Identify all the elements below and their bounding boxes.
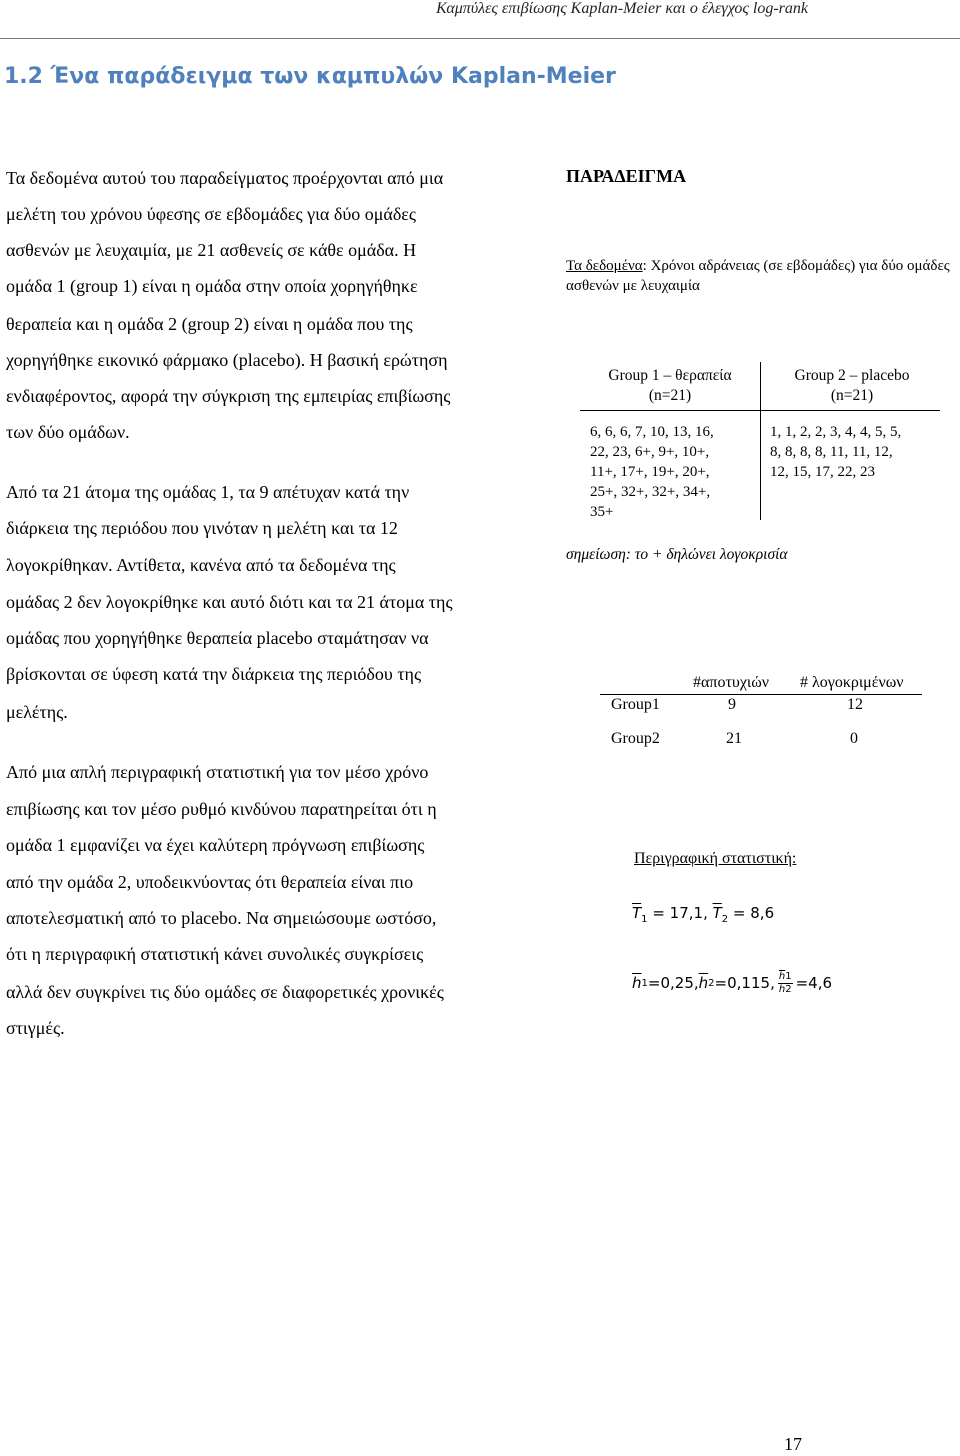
hazard-rate-formula: [632, 966, 832, 1000]
table2-row-label: Group1: [611, 696, 660, 713]
subscript-2: 2: [785, 983, 792, 995]
table2-rule: [600, 694, 922, 695]
subscript-1: 1: [785, 970, 792, 982]
p1-line-1: Τα δεδομένα αυτού του παραδείγματος προέρχονται από μια: [6, 168, 444, 188]
group1-header-line-1: Group 1 – θεραπεία: [608, 367, 732, 384]
fraction-denominator: [779, 984, 792, 996]
p3-line-6: ότι η περιγραφική στατιστική κάνει συνολικές συγκρίσεις: [6, 944, 424, 964]
p3-line-4: από την ομάδα 2, υποδεικνύοντας ότι θεραπεία είναι πιο: [6, 872, 414, 892]
p2-line-1: Από τα 21 άτομα της ομάδας 1, τα 9 απέτυχαν κατά την: [6, 482, 410, 502]
table2-row-label: Group2: [611, 730, 660, 747]
table2-censored: 12: [847, 696, 863, 713]
p2-line-2: διάρκεια της περιόδου που γινόταν η μελέτη και τα 12: [6, 518, 398, 538]
equals: =: [728, 904, 751, 922]
group2-data-line: 12, 15, 17, 22, 23: [770, 464, 875, 480]
p3-line-5: αποτελεσματική από το placebo. Να σημειώσουμε ωστόσο,: [6, 908, 437, 928]
equals: =: [647, 974, 661, 992]
failures-header: #αποτυχιών: [693, 674, 769, 691]
page-number: 17: [784, 1434, 802, 1454]
data-label: Τα δεδομένα: [566, 258, 643, 274]
separator: ,: [703, 904, 713, 922]
subscript-2: 2: [721, 914, 729, 925]
hazard-ratio-fraction: [778, 971, 793, 996]
p3-line-8: στιγμές.: [6, 1018, 65, 1038]
descriptive-stats-label: Περιγραφική στατιστική:: [634, 850, 797, 867]
p3-line-1: Από μια απλή περιγραφική στατιστική για τον μέσο χρόνο: [6, 762, 429, 782]
group2-header-line-1: Group 2 – placebo: [794, 367, 910, 384]
running-header: Καμπύλες επιβίωσης Kaplan-Meier και ο έλεγχος log-rank: [436, 0, 808, 17]
group1-data-line: 25+, 32+, 32+, 34+,: [590, 484, 711, 500]
data-text: : Χρόνοι αδράνειας (σε εβδομάδες) για δύο ομάδες ασθενών με λευχαιμία: [566, 258, 950, 294]
t-bar-symbol: $\overline{T}$: [712, 904, 722, 922]
ratio-value: 4,6: [808, 974, 833, 992]
table-column-divider: [760, 362, 761, 520]
p2-line-5: ομάδας που χορηγήθηκε θεραπεία placebo σταμάτησαν να: [6, 628, 429, 648]
h1-value: 0,25: [660, 974, 694, 992]
separator: ,: [693, 974, 699, 992]
p1-line-8: των δύο ομάδων.: [6, 422, 130, 442]
subscript-2: 2: [708, 977, 715, 989]
p2-line-4: ομάδας 2 δεν λογοκρίθηκε και αυτό διότι και τα 21 άτομα της: [6, 592, 453, 612]
p2-line-7: μελέτης.: [6, 702, 68, 722]
group1-data-line: 11+, 17+, 19+, 20+,: [590, 464, 710, 480]
p1-line-4: ομάδα 1 (group 1) είναι η ομάδα στην οποία χορηγήθηκε: [6, 276, 418, 296]
p1-line-7: ενδιαφέροντος, αφορά την σύγκριση της εμπειρίας επιβίωσης: [6, 386, 451, 406]
group1-data: [590, 422, 755, 522]
group2-header-line-2: (n=21): [830, 387, 874, 404]
group1-header: [580, 366, 760, 406]
p1-line-3: ασθενών με λευχαιμία, με 21 ασθενείς σε κάθε ομάδα. Η: [6, 240, 417, 260]
group2-header: [762, 366, 942, 406]
t1-value: 17,1: [669, 904, 704, 922]
equals: =: [795, 974, 809, 992]
header-rule: [0, 38, 960, 39]
fraction-numerator: [778, 971, 793, 984]
h-bar-symbol: $\overline{h}$: [778, 983, 786, 995]
group2-data-line: 1, 1, 2, 2, 3, 4, 4, 5, 5,: [770, 424, 902, 440]
t-bar-symbol: $\overline{T}$: [632, 904, 642, 922]
equals: =: [647, 904, 670, 922]
subscript-1: 1: [641, 977, 648, 989]
subscript-1: 1: [641, 914, 648, 925]
t2-value: 8,6: [750, 904, 775, 922]
h-bar-symbol: $\overline{h}$: [632, 974, 642, 992]
p3-line-3: ομάδα 1 εμφανίζει να έχει καλύτερη πρόγνωση επιβίωσης: [6, 835, 425, 855]
p1-line-5: θεραπεία και η ομάδα 2 (group 2) είναι η ομάδα που της: [6, 314, 413, 334]
censored-header: # λογοκριμένων: [800, 674, 904, 691]
group1-data-line: 22, 23, 6+, 9+, 10+,: [590, 444, 710, 460]
data-description: [566, 256, 960, 296]
p1-line-6: χορηγήθηκε εικονικό φάρμακο (placebo). Η βασική ερώτηση: [6, 350, 448, 370]
p2-line-6: βρίσκονται σε ύφεση κατά την διάρκεια της περιόδου της: [6, 664, 422, 684]
table2-failures: 9: [728, 696, 736, 713]
separator: ,: [770, 974, 775, 992]
h2-value: 0,115: [727, 974, 771, 992]
table2-failures: 21: [726, 730, 742, 747]
group1-data-line: 6, 6, 6, 7, 10, 13, 16,: [590, 424, 714, 440]
p2-line-3: λογοκρίθηκαν. Αντίθετα, κανένα από τα δεδομένα της: [6, 555, 396, 575]
p3-line-2: επιβίωσης και τον μέσο ρυθμό κινδύνου παρατηρείται ότι η: [6, 799, 437, 819]
h-bar-symbol: $\overline{h}$: [698, 974, 709, 992]
p3-line-7: αλλά δεν συγκρίνει τις δύο ομάδες σε διαφορετικές χρονικές: [6, 982, 444, 1002]
censoring-note: σημείωση: το + δηλώνει λογοκρισία: [566, 546, 788, 563]
example-heading: ΠΑΡΑΔΕΙΓΜΑ: [566, 166, 687, 186]
group1-data-line: 35+: [590, 504, 614, 520]
section-title: 1.2 Ένα παράδειγμα των καμπυλών Kaplan-Meier: [4, 64, 616, 89]
group1-header-line-2: (n=21): [648, 387, 692, 404]
mean-time-formula: [632, 904, 774, 925]
h-bar-symbol: $\overline{h}$: [778, 970, 786, 982]
table2-censored: 0: [850, 730, 858, 747]
group2-data: [770, 422, 950, 482]
equals: =: [714, 974, 728, 992]
group2-data-line: 8, 8, 8, 8, 11, 11, 12,: [770, 444, 893, 460]
p1-line-2: μελέτη του χρόνου ύφεσης σε εβδομάδες για δύο ομάδες: [6, 204, 416, 224]
